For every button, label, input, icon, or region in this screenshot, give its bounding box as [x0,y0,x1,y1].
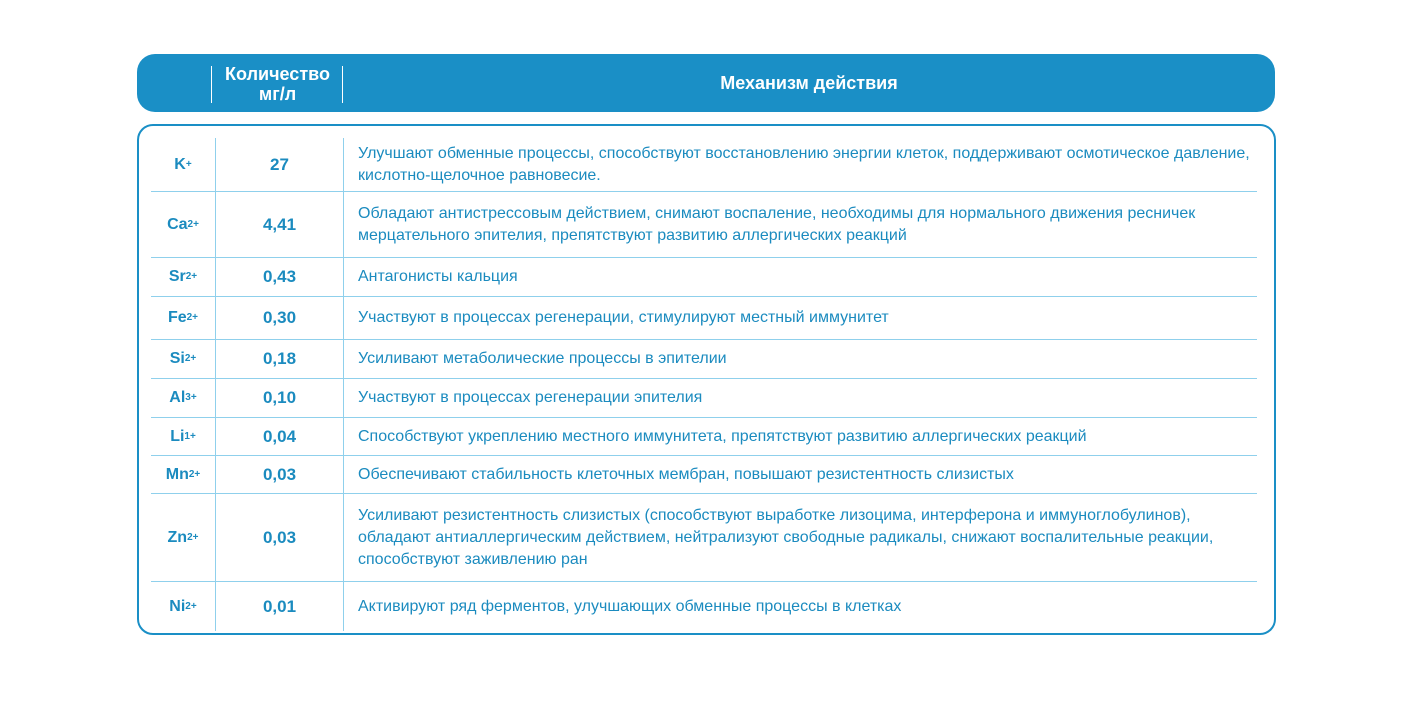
table-row [151,138,1257,192]
header-mechanism: Механизм действия [720,73,898,93]
element-cell: Ni 2+ [151,582,216,631]
mechanism-cell: Улучшают обменные процессы, способствуют восстановлению энергии клеток, поддерживают осмотическое давление, кислотно-щелочное равновесие. [358,144,1250,184]
table-row [151,456,1257,494]
element-symbol: K [174,155,186,173]
element-symbol: Sr [168,268,186,285]
element-cell: Al 3+ [151,379,216,417]
element-symbol: Li [170,427,185,445]
element-symbol: Mn [165,465,189,483]
quantity-cell: 0,30 [216,297,344,339]
table-row [151,297,1257,340]
table-row [151,418,1257,456]
element-symbol: Ni [169,597,186,615]
element-symbol: Si [169,350,185,367]
element-cell: Fe 2+ [151,297,216,339]
header-divider [211,66,212,103]
table-row [151,379,1257,418]
element-symbol: Ca [167,215,188,233]
quantity-cell: 0,18 [216,340,344,378]
mechanism-cell: Антагонисты кальция [358,268,518,285]
mechanism-cell: Активируют ряд ферментов, улучшающих обменные процессы в клетках [358,597,902,615]
element-cell: Sr 2+ [151,258,216,296]
table-header [137,54,1275,112]
mechanism-cell: Обладают антистрессовым действием, снимают воспаление, необходимы для нормального движения ресничек мерцательного эпителия, препятствуют развитию аллергических реакций [358,204,1196,244]
table-row [151,340,1257,379]
mechanism-cell: Обеспечивают стабильность клеточных мембран, повышают резистентность слизистых [358,465,1014,483]
element-cell: Zn 2+ [151,494,216,581]
element-cell: Ca 2+ [151,192,216,257]
element-symbol: Zn [167,528,188,546]
mechanism-cell: Усиливают метаболические процессы в эпителии [358,350,727,367]
mechanism-cell: Способствуют укреплению местного иммунитета, препятствуют развитию аллергических реакций [358,427,1087,445]
quantity-cell: 0,04 [216,418,344,455]
mechanism-cell: Участвуют в процессах регенерации, стимулируют местный иммунитет [358,309,889,326]
table-row [151,192,1257,258]
quantity-cell: 0,10 [216,379,344,417]
element-symbol: Al [169,389,186,406]
quantity-cell: 0,03 [216,494,344,581]
mineral-table [137,124,1276,635]
table-row [151,494,1257,582]
mechanism-cell: Участвуют в процессах регенерации эпителия [358,389,703,406]
quantity-cell: 0,03 [216,456,344,493]
quantity-cell: 4,41 [216,192,344,257]
element-cell: K + [151,138,216,191]
element-cell: Mn 2+ [151,456,216,493]
element-cell: Li 1+ [151,418,216,455]
header-quantity [213,64,342,104]
table-body [151,138,1257,631]
element-symbol: Fe [167,309,187,326]
header-quantity-unit: мг/л [258,84,297,104]
mechanism-cell: Усиливают резистентность слизистых (способствуют выработке лизоцима, интерферона и иммуноглобулинов), обладают антиаллергическим действием, нейтрализуют свободные радикалы, снижают воспалительные реакции, способствуют заживлению ран [358,506,1214,568]
header-quantity-label: Количество [225,64,330,84]
quantity-cell: 27 [216,138,344,191]
table-row [151,582,1257,631]
quantity-cell: 0,01 [216,582,344,631]
table-row [151,258,1257,297]
quantity-cell: 0,43 [216,258,344,296]
element-cell: Si 2+ [151,340,216,378]
